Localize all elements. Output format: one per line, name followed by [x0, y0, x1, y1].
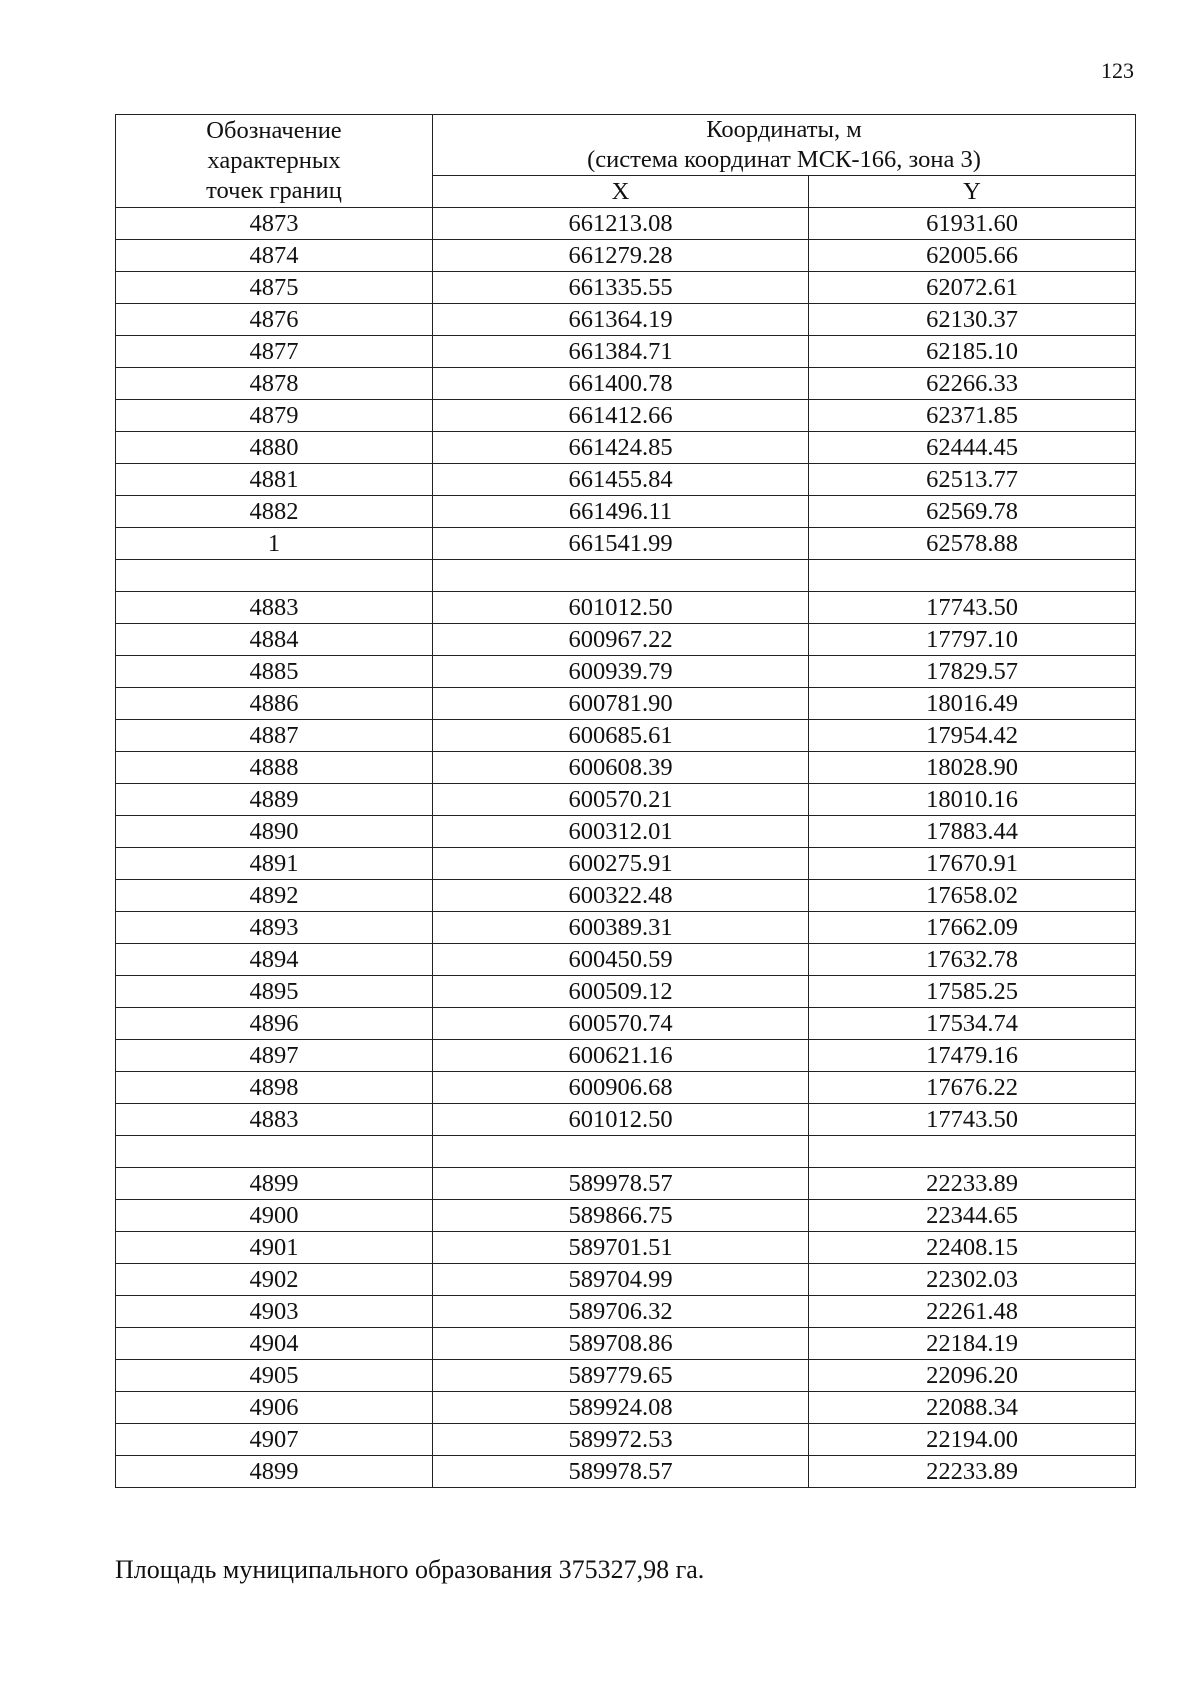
y-coordinate-cell [809, 560, 1136, 592]
y-coordinate-cell [809, 1136, 1136, 1168]
y-coordinate-cell: 17743.50 [809, 1104, 1136, 1136]
y-coordinate-cell: 17534.74 [809, 1008, 1136, 1040]
point-id-cell: 4899 [116, 1456, 433, 1488]
y-coordinate-cell: 17676.22 [809, 1072, 1136, 1104]
y-coordinate-cell: 17632.78 [809, 944, 1136, 976]
y-coordinate-cell: 17743.50 [809, 592, 1136, 624]
y-coordinate-cell: 17829.57 [809, 656, 1136, 688]
table-row [116, 1168, 1136, 1200]
y-coordinate-cell: 62371.85 [809, 400, 1136, 432]
y-coordinate-cell: 22344.65 [809, 1200, 1136, 1232]
y-coordinate-cell: 62185.10 [809, 336, 1136, 368]
point-id-cell: 4904 [116, 1328, 433, 1360]
x-coordinate-cell: 600621.16 [433, 1040, 809, 1072]
x-coordinate-cell: 600389.31 [433, 912, 809, 944]
table-row [116, 976, 1136, 1008]
point-id-cell: 4901 [116, 1232, 433, 1264]
x-coordinate-cell: 661455.84 [433, 464, 809, 496]
point-id-cell: 4881 [116, 464, 433, 496]
x-coordinate-cell: 600906.68 [433, 1072, 809, 1104]
x-coordinate-cell: 661279.28 [433, 240, 809, 272]
coordinate-system: (система координат МСК-166, зона 3) [587, 146, 981, 173]
y-coordinate-cell: 17797.10 [809, 624, 1136, 656]
point-id-cell: 4906 [116, 1392, 433, 1424]
point-id-cell: 4879 [116, 400, 433, 432]
y-coordinate-cell: 22096.20 [809, 1360, 1136, 1392]
x-coordinate-cell: 589708.86 [433, 1328, 809, 1360]
municipality-area-note: Площадь муниципального образования 375327,98 га. [115, 1555, 705, 1584]
x-coordinate-cell: 661384.71 [433, 336, 809, 368]
y-coordinate-cell: 17662.09 [809, 912, 1136, 944]
x-coordinate-cell: 600570.21 [433, 784, 809, 816]
y-coordinate-cell: 22302.03 [809, 1264, 1136, 1296]
point-id-cell: 4876 [116, 304, 433, 336]
x-coordinate-cell: 589978.57 [433, 1456, 809, 1488]
point-id-cell: 4885 [116, 656, 433, 688]
x-coordinate-cell: 600509.12 [433, 976, 809, 1008]
x-coordinate-cell: 589924.08 [433, 1392, 809, 1424]
y-coordinate-cell: 62130.37 [809, 304, 1136, 336]
point-label-line-1: Обозначение [206, 117, 342, 144]
table-row [116, 272, 1136, 304]
point-id-cell: 4873 [116, 208, 433, 240]
x-coordinate-cell [433, 560, 809, 592]
point-id-cell: 4905 [116, 1360, 433, 1392]
table-row [116, 1136, 1136, 1168]
point-id-cell: 4893 [116, 912, 433, 944]
point-id-cell: 4875 [116, 272, 433, 304]
y-coordinate-cell: 17658.02 [809, 880, 1136, 912]
point-id-cell: 4890 [116, 816, 433, 848]
x-coordinate-cell: 589972.53 [433, 1424, 809, 1456]
table-row [116, 400, 1136, 432]
table-row [116, 432, 1136, 464]
table-row [116, 1296, 1136, 1328]
y-coordinate-cell: 22261.48 [809, 1296, 1136, 1328]
point-id-cell: 4897 [116, 1040, 433, 1072]
y-coordinate-cell: 22233.89 [809, 1168, 1136, 1200]
x-coordinate-cell [433, 1136, 809, 1168]
x-coordinate-cell: 600450.59 [433, 944, 809, 976]
point-id-cell: 4894 [116, 944, 433, 976]
point-id-cell: 4889 [116, 784, 433, 816]
y-coordinate-cell: 17479.16 [809, 1040, 1136, 1072]
x-coordinate-cell: 661412.66 [433, 400, 809, 432]
point-id-cell: 4902 [116, 1264, 433, 1296]
x-coordinate-cell: 589779.65 [433, 1360, 809, 1392]
point-id-cell: 4874 [116, 240, 433, 272]
coordinates-header [433, 115, 1136, 176]
point-id-cell: 4907 [116, 1424, 433, 1456]
point-label-line-3: точек границ [206, 177, 342, 204]
table-row [116, 848, 1136, 880]
table-row [116, 752, 1136, 784]
table-row [116, 528, 1136, 560]
y-coordinate-cell: 62569.78 [809, 496, 1136, 528]
point-id-cell: 4903 [116, 1296, 433, 1328]
y-coordinate-cell: 62513.77 [809, 464, 1136, 496]
x-coordinate-cell: 661400.78 [433, 368, 809, 400]
table-row [116, 560, 1136, 592]
x-coordinate-cell: 589706.32 [433, 1296, 809, 1328]
table-row [116, 592, 1136, 624]
table-row [116, 1360, 1136, 1392]
point-id-cell [116, 1136, 433, 1168]
y-coordinate-cell: 22408.15 [809, 1232, 1136, 1264]
x-coordinate-cell: 661335.55 [433, 272, 809, 304]
point-id-cell: 4883 [116, 592, 433, 624]
table-row [116, 784, 1136, 816]
y-coordinate-cell: 18028.90 [809, 752, 1136, 784]
table-row [116, 880, 1136, 912]
table-row [116, 1008, 1136, 1040]
y-coordinate-cell: 18010.16 [809, 784, 1136, 816]
y-coordinate-cell: 22194.00 [809, 1424, 1136, 1456]
point-id-cell: 4900 [116, 1200, 433, 1232]
y-coordinate-cell: 61931.60 [809, 208, 1136, 240]
x-coordinate-cell: 600685.61 [433, 720, 809, 752]
table-row [116, 1328, 1136, 1360]
table-header [116, 115, 1136, 208]
table-row [116, 1040, 1136, 1072]
point-id-cell: 4891 [116, 848, 433, 880]
y-coordinate-cell: 18016.49 [809, 688, 1136, 720]
x-coordinate-cell: 661496.11 [433, 496, 809, 528]
table-row [116, 1392, 1136, 1424]
table-row [116, 1424, 1136, 1456]
point-id-cell [116, 560, 433, 592]
table-row [116, 624, 1136, 656]
table-row [116, 944, 1136, 976]
y-coordinate-cell: 17670.91 [809, 848, 1136, 880]
table-row [116, 816, 1136, 848]
x-column-header: X [433, 176, 809, 208]
y-coordinate-cell: 17954.42 [809, 720, 1136, 752]
point-id-cell: 4892 [116, 880, 433, 912]
x-coordinate-cell: 601012.50 [433, 592, 809, 624]
x-coordinate-cell: 589704.99 [433, 1264, 809, 1296]
point-id-cell: 4895 [116, 976, 433, 1008]
table-row [116, 496, 1136, 528]
y-coordinate-cell: 62072.61 [809, 272, 1136, 304]
table-row [116, 464, 1136, 496]
table-row [116, 688, 1136, 720]
point-id-cell: 1 [116, 528, 433, 560]
x-coordinate-cell: 661364.19 [433, 304, 809, 336]
x-coordinate-cell: 600570.74 [433, 1008, 809, 1040]
y-coordinate-cell: 62578.88 [809, 528, 1136, 560]
y-coordinate-cell: 62005.66 [809, 240, 1136, 272]
coordinates-title: Координаты, м [706, 116, 862, 143]
table-row [116, 240, 1136, 272]
table-row [116, 1232, 1136, 1264]
y-coordinate-cell: 17883.44 [809, 816, 1136, 848]
table-row [116, 1200, 1136, 1232]
table-row [116, 912, 1136, 944]
table-row [116, 720, 1136, 752]
table-body [116, 208, 1136, 1488]
point-id-cell: 4882 [116, 496, 433, 528]
table-row [116, 336, 1136, 368]
x-coordinate-cell: 661213.08 [433, 208, 809, 240]
table-row [116, 368, 1136, 400]
x-coordinate-cell: 600608.39 [433, 752, 809, 784]
point-id-cell: 4896 [116, 1008, 433, 1040]
x-coordinate-cell: 661424.85 [433, 432, 809, 464]
x-coordinate-cell: 600781.90 [433, 688, 809, 720]
point-id-cell: 4880 [116, 432, 433, 464]
x-coordinate-cell: 600312.01 [433, 816, 809, 848]
table-row [116, 656, 1136, 688]
x-coordinate-cell: 589701.51 [433, 1232, 809, 1264]
x-coordinate-cell: 661541.99 [433, 528, 809, 560]
y-coordinate-cell: 62266.33 [809, 368, 1136, 400]
coordinates-table [115, 114, 1136, 1488]
x-coordinate-cell: 589866.75 [433, 1200, 809, 1232]
y-coordinate-cell: 22184.19 [809, 1328, 1136, 1360]
x-coordinate-cell: 600967.22 [433, 624, 809, 656]
point-id-cell: 4886 [116, 688, 433, 720]
point-label-line-2: характерных [207, 147, 341, 174]
y-coordinate-cell: 22088.34 [809, 1392, 1136, 1424]
point-id-cell: 4898 [116, 1072, 433, 1104]
point-designation-header [116, 115, 433, 208]
point-id-cell: 4884 [116, 624, 433, 656]
y-coordinate-cell: 62444.45 [809, 432, 1136, 464]
y-coordinate-cell: 22233.89 [809, 1456, 1136, 1488]
table-row [116, 1104, 1136, 1136]
x-coordinate-cell: 589978.57 [433, 1168, 809, 1200]
point-id-cell: 4877 [116, 336, 433, 368]
x-coordinate-cell: 600939.79 [433, 656, 809, 688]
point-id-cell: 4878 [116, 368, 433, 400]
page-number: 123 [1101, 58, 1134, 83]
x-coordinate-cell: 601012.50 [433, 1104, 809, 1136]
point-id-cell: 4887 [116, 720, 433, 752]
table-row [116, 1264, 1136, 1296]
point-id-cell: 4899 [116, 1168, 433, 1200]
table-row [116, 208, 1136, 240]
y-column-header: Y [809, 176, 1136, 208]
x-coordinate-cell: 600322.48 [433, 880, 809, 912]
point-id-cell: 4888 [116, 752, 433, 784]
y-coordinate-cell: 17585.25 [809, 976, 1136, 1008]
x-coordinate-cell: 600275.91 [433, 848, 809, 880]
point-id-cell: 4883 [116, 1104, 433, 1136]
table-row [116, 1072, 1136, 1104]
table-row [116, 1456, 1136, 1488]
table-row [116, 304, 1136, 336]
